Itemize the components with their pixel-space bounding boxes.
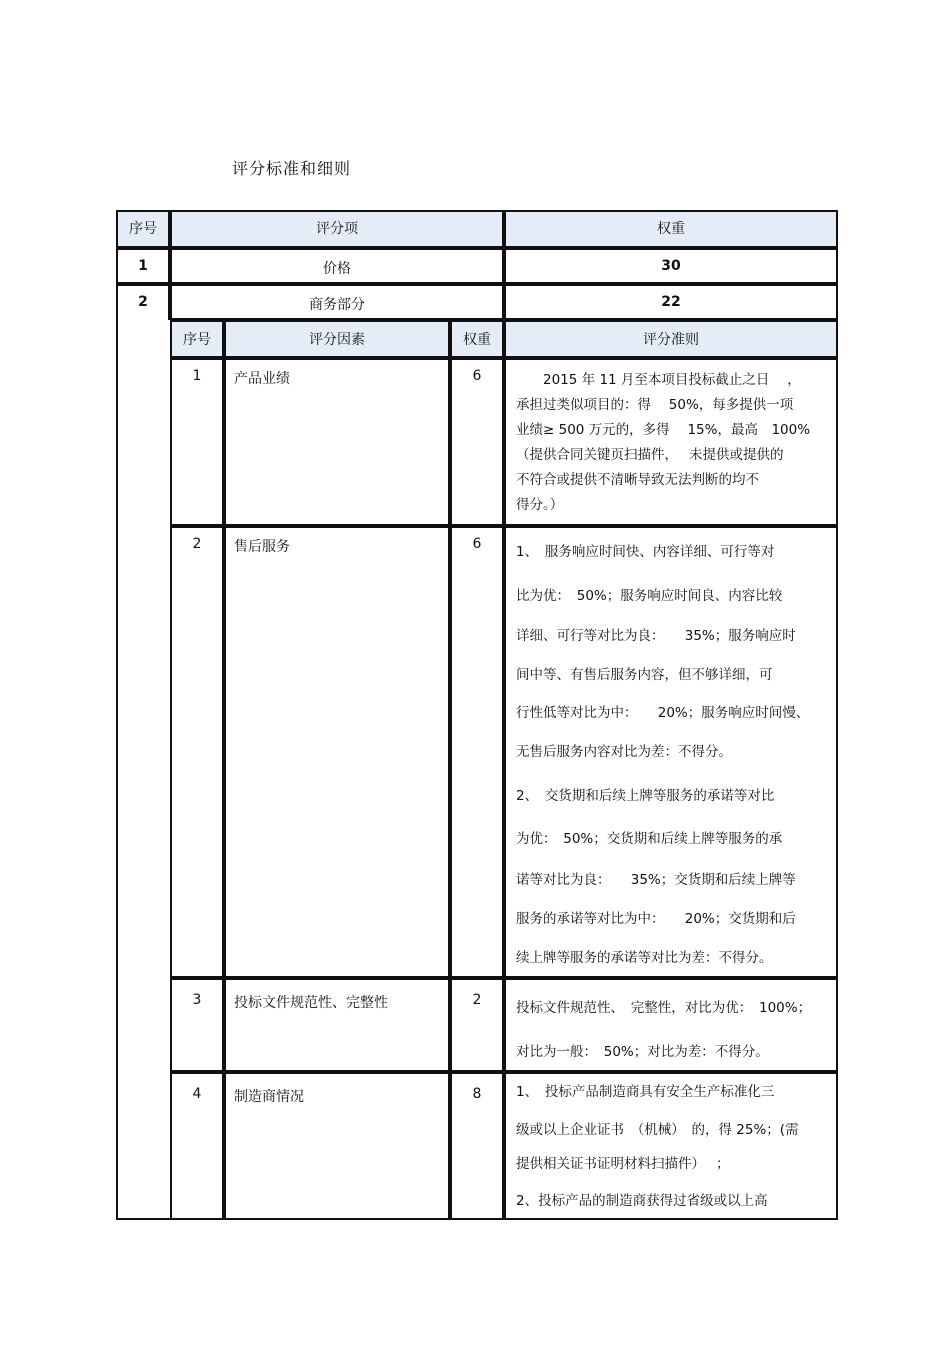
subheader-weight-cell (450, 320, 504, 358)
subrow-3-weight-cell (450, 978, 504, 1072)
row-2-item: 商务部分 (309, 297, 365, 313)
subrow-2-factor-cell (224, 526, 450, 978)
subrow-1-factor-cell (224, 358, 450, 526)
criteria-line: 业绩≥ 500 万元的，多得 15%，最高 100% (516, 422, 811, 438)
subrow-3-factor-cell (224, 978, 450, 1072)
subrow-3-criteria-cell (504, 978, 838, 1072)
criteria-line: （提供合同关键页扫描件， 未提供或提供的 (516, 447, 784, 463)
criteria-line: 1、 服务响应时间快、内容详细、可行等对 (516, 544, 775, 560)
row-2-weight: 22 (661, 294, 681, 310)
subrow-4-factor: 制造商情况 (234, 1089, 304, 1105)
subrow-4-no-cell (170, 1072, 224, 1220)
subrow-4-factor-cell (224, 1072, 450, 1220)
subrow-1-weight-cell (450, 358, 504, 526)
subrow-4-weight-cell (450, 1072, 504, 1220)
row-2-item-cell (170, 284, 504, 320)
criteria-line: 服务的承诺等对比为中： 20%；交货期和后 (516, 911, 796, 927)
subrow-2-weight: 6 (472, 536, 482, 552)
criteria-line: 无售后服务内容对比为差：不得分。 (516, 744, 732, 760)
subrow-4-weight: 8 (472, 1086, 482, 1102)
row-1-weight-cell (504, 248, 838, 284)
criteria-line: 为优： 50%；交货期和后续上牌等服务的承 (516, 831, 783, 847)
subheader-criteria: 评分准则 (643, 332, 699, 348)
subrow-3-no: 3 (192, 992, 202, 1008)
row-2-weight-cell (504, 284, 838, 320)
subrow-1-no: 1 (192, 368, 202, 384)
header-no: 序号 (129, 221, 157, 237)
subrow-1-factor: 产品业绩 (234, 371, 290, 387)
criteria-line: 1、 投标产品制造商具有安全生产标准化三 (516, 1084, 775, 1100)
subrow-2-criteria-cell (504, 526, 838, 978)
subheader-criteria-cell (504, 320, 838, 358)
criteria-line: 2、投标产品的制造商获得过省级或以上高 (516, 1193, 768, 1209)
criteria-line: 承担过类似项目的：得 50%，每多提供一项 (516, 397, 794, 413)
subrow-3-factor: 投标文件规范性、完整性 (234, 995, 388, 1011)
row-1-weight: 30 (661, 258, 681, 274)
row-2-no: 2 (138, 294, 148, 310)
criteria-line: 得分。） (516, 497, 564, 513)
header-item-cell (170, 210, 504, 248)
criteria-line: 续上牌等服务的承诺等对比为差：不得分。 (516, 950, 773, 966)
criteria-line: 级或以上企业证书 （机械） 的，得 25%；(需 (516, 1122, 799, 1138)
subheader-no-cell (170, 320, 224, 358)
header-weight-cell (504, 210, 838, 248)
subheader-no: 序号 (183, 332, 211, 348)
document-title: 评分标准和细则 (232, 159, 352, 178)
header-weight: 权重 (657, 221, 685, 237)
subrow-1-no-cell (170, 358, 224, 526)
row-2-no-column (116, 210, 170, 1220)
subrow-4-criteria-cell (504, 1072, 838, 1220)
subrow-2-weight-cell (450, 526, 504, 978)
subrow-2-no: 2 (192, 536, 202, 552)
criteria-line: 对比为一般： 50%；对比为差：不得分。 (516, 1044, 769, 1060)
subrow-1-weight: 6 (472, 368, 482, 384)
subrow-3-no-cell (170, 978, 224, 1072)
criteria-line: 不符合或提供不清晰导致无法判断的均不 (516, 472, 759, 488)
subrow-3-weight: 2 (472, 992, 482, 1008)
row-1-item: 价格 (323, 261, 351, 277)
criteria-line: 投标文件规范性、 完整性，对比为优： 100%； (516, 1000, 812, 1016)
subrow-2-no-cell (170, 526, 224, 978)
subheader-weight: 权重 (463, 332, 491, 348)
row-1-item-cell (170, 248, 504, 284)
header-item: 评分项 (316, 221, 358, 237)
criteria-line: 行性低等对比为中： 20%；服务响应时间慢、 (516, 705, 810, 721)
criteria-line: 2、 交货期和后续上牌等服务的承诺等对比 (516, 788, 775, 804)
row-2-no-cell (116, 284, 170, 320)
criteria-line: 详细、可行等对比为良： 35%；服务响应时 (516, 628, 796, 644)
criteria-line: 诺等对比为良： 35%；交货期和后续上牌等 (516, 872, 796, 888)
row-1-no: 1 (138, 258, 148, 274)
criteria-line: 2015 年 11 月至本项目投标截止之日 ， (516, 372, 801, 388)
subrow-2-factor: 售后服务 (234, 539, 290, 555)
subheader-factor: 评分因素 (309, 332, 365, 348)
subheader-factor-cell (224, 320, 450, 358)
criteria-line: 提供相关证书证明材料扫描件） ； (516, 1156, 730, 1172)
criteria-line: 比为优： 50%；服务响应时间良、内容比较 (516, 588, 783, 604)
subrow-1-criteria-cell (504, 358, 838, 526)
criteria-line: 间中等、有售后服务内容，但不够详细，可 (516, 667, 773, 683)
subrow-4-no: 4 (192, 1086, 202, 1102)
